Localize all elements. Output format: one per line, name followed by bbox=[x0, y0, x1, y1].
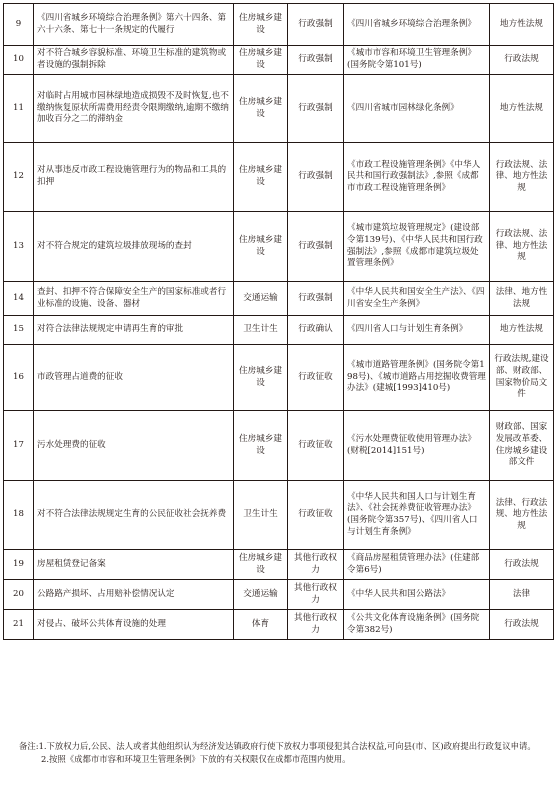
legal-basis-cell: 《污水处理费征收使用管理办法》(财税[2014]151号) bbox=[344, 411, 490, 481]
legal-basis-cell: 《中华人民共和国安全生产法》、《四川省安全生产条例》 bbox=[344, 282, 490, 316]
row-number-cell: 15 bbox=[4, 316, 34, 345]
legal-basis-cell: 《商品房屋租赁管理办法》(住建部令第6号) bbox=[344, 550, 490, 580]
item-name-cell: 《四川省城乡环境综合治理条例》第六十四条、第六十六条、第七十一条规定的代履行 bbox=[34, 4, 234, 46]
row-number-cell: 10 bbox=[4, 46, 34, 75]
power-category-cell: 其他行政权力 bbox=[288, 550, 344, 580]
legal-basis-cell: 《四川省人口与计划生育条例》 bbox=[344, 316, 490, 345]
power-category-cell: 行政强制 bbox=[288, 46, 344, 75]
legal-basis-cell: 《城市市容和环境卫生管理条例》(国务院令第101号) bbox=[344, 46, 490, 75]
department-cell: 交通运输 bbox=[234, 580, 288, 610]
basis-type-cell: 地方性法规 bbox=[490, 4, 554, 46]
power-category-cell: 其他行政权力 bbox=[288, 580, 344, 610]
department-cell: 住房城乡建设 bbox=[234, 212, 288, 282]
row-number-cell: 9 bbox=[4, 4, 34, 46]
item-name-cell: 对不符合法律法规规定生育的公民征收社会抚养费 bbox=[34, 481, 234, 550]
legal-basis-cell: 《公共文化体育设施条例》(国务院令第382号) bbox=[344, 610, 490, 640]
row-number-cell: 18 bbox=[4, 481, 34, 550]
department-cell: 住房城乡建设 bbox=[234, 4, 288, 46]
basis-type-cell: 法律、行政法规、地方性法规 bbox=[490, 481, 554, 550]
table-body bbox=[4, 4, 554, 640]
power-category-cell: 其他行政权力 bbox=[288, 610, 344, 640]
basis-type-cell: 行政法规 bbox=[490, 610, 554, 640]
power-category-cell: 行政征收 bbox=[288, 481, 344, 550]
legal-basis-cell: 《四川省城市园林绿化条例》 bbox=[344, 75, 490, 143]
department-cell: 卫生计生 bbox=[234, 316, 288, 345]
table-row bbox=[4, 212, 554, 282]
basis-type-cell: 地方性法规 bbox=[490, 316, 554, 345]
row-number-cell: 19 bbox=[4, 550, 34, 580]
basis-type-cell: 行政法规、法律、地方性法规 bbox=[490, 212, 554, 282]
power-category-cell: 行政强制 bbox=[288, 75, 344, 143]
basis-type-cell: 行政法规、法律、地方性法规 bbox=[490, 143, 554, 212]
item-name-cell: 对符合法律法规规定申请再生育的审批 bbox=[34, 316, 234, 345]
basis-type-cell: 地方性法规 bbox=[490, 75, 554, 143]
power-category-cell: 行政征收 bbox=[288, 411, 344, 481]
department-cell: 住房城乡建设 bbox=[234, 345, 288, 411]
item-name-cell: 污水处理费的征收 bbox=[34, 411, 234, 481]
note-1: 备注:1.下放权力后,公民、法人或者其他组织认为经济发达镇政府行使下放权力事项侵犯其合法权益,可向县(市、区)政府提出行政复议申请。 bbox=[19, 741, 536, 751]
power-category-cell: 行政强制 bbox=[288, 143, 344, 212]
legal-basis-cell: 《城市建筑垃圾管理规定》(建设部令第139号)、《中华人民共和国行政强制法》,参照《成都市建筑垃圾处置管理条例》 bbox=[344, 212, 490, 282]
table-row bbox=[4, 411, 554, 481]
item-name-cell: 市政管理占道费的征收 bbox=[34, 345, 234, 411]
row-number-cell: 16 bbox=[4, 345, 34, 411]
row-number-cell: 12 bbox=[4, 143, 34, 212]
power-category-cell: 行政强制 bbox=[288, 212, 344, 282]
department-cell: 交通运输 bbox=[234, 282, 288, 316]
legal-basis-cell: 《市政工程设施管理条例》《中华人民共和国行政强制法》,参照《成都市市政工程设施管理条例》 bbox=[344, 143, 490, 212]
item-name-cell: 公路路产损坏、占用赔补偿情况认定 bbox=[34, 580, 234, 610]
row-number-cell: 20 bbox=[4, 580, 34, 610]
row-number-cell: 13 bbox=[4, 212, 34, 282]
department-cell: 住房城乡建设 bbox=[234, 550, 288, 580]
basis-type-cell: 行政法规,建设部、财政部、国家物价局文件 bbox=[490, 345, 554, 411]
table-row bbox=[4, 481, 554, 550]
department-cell: 住房城乡建设 bbox=[234, 46, 288, 75]
basis-type-cell: 行政法规 bbox=[490, 46, 554, 75]
table-row bbox=[4, 75, 554, 143]
basis-type-cell: 法律、地方性法规 bbox=[490, 282, 554, 316]
table-row bbox=[4, 282, 554, 316]
department-cell: 住房城乡建设 bbox=[234, 75, 288, 143]
item-name-cell: 对侵占、破坏公共体育设施的处理 bbox=[34, 610, 234, 640]
table-row bbox=[4, 550, 554, 580]
row-number-cell: 14 bbox=[4, 282, 34, 316]
table-row bbox=[4, 4, 554, 46]
notes bbox=[3, 740, 551, 765]
table-row bbox=[4, 46, 554, 75]
legal-basis-cell: 《中华人民共和国公路法》 bbox=[344, 580, 490, 610]
power-category-cell: 行政确认 bbox=[288, 316, 344, 345]
power-category-cell: 行政强制 bbox=[288, 4, 344, 46]
item-name-cell: 房屋租赁登记备案 bbox=[34, 550, 234, 580]
item-name-cell: 对临时占用城市园林绿地造成损毁不及时恢复,也不缴纳恢复原状所需费用经责令限期缴纳,逾期不缴纳加收百分之二的滞纳金 bbox=[34, 75, 234, 143]
table-row bbox=[4, 143, 554, 212]
legal-basis-cell: 《城市道路管理条例》(国务院令第198号)、《城市道路占用挖掘收费管理办法》(建城[1993]410号) bbox=[344, 345, 490, 411]
department-cell: 住房城乡建设 bbox=[234, 143, 288, 212]
note-2: 2.按照《成都市市容和环境卫生管理条例》下放的有关权限仅在成都市范围内使用。 bbox=[41, 753, 351, 764]
item-name-cell: 对从事违反市政工程设施管理行为的物品和工具的扣押 bbox=[34, 143, 234, 212]
power-category-cell: 行政征收 bbox=[288, 345, 344, 411]
legal-basis-cell: 《四川省城乡环境综合治理条例》 bbox=[344, 4, 490, 46]
item-name-cell: 查封、扣押不符合保障安全生产的国家标准或者行业标准的设施、设备、器材 bbox=[34, 282, 234, 316]
table-row bbox=[4, 580, 554, 610]
department-cell: 卫生计生 bbox=[234, 481, 288, 550]
department-cell: 体育 bbox=[234, 610, 288, 640]
row-number-cell: 21 bbox=[4, 610, 34, 640]
basis-type-cell: 法律 bbox=[490, 580, 554, 610]
table-row bbox=[4, 316, 554, 345]
department-cell: 住房城乡建设 bbox=[234, 411, 288, 481]
basis-type-cell: 行政法规 bbox=[490, 550, 554, 580]
row-number-cell: 11 bbox=[4, 75, 34, 143]
table-row bbox=[4, 345, 554, 411]
power-list-table bbox=[3, 3, 554, 640]
legal-basis-cell: 《中华人民共和国人口与计划生育法》、《社会抚养费征收管理办法》(国务院令第357号)、《四川省人口与计划生育条例》 bbox=[344, 481, 490, 550]
item-name-cell: 对不符合规定的建筑垃圾排放现场的查封 bbox=[34, 212, 234, 282]
power-category-cell: 行政强制 bbox=[288, 282, 344, 316]
item-name-cell: 对不符合城乡容貌标准、环境卫生标准的建筑物或者设施的强制拆除 bbox=[34, 46, 234, 75]
table-row bbox=[4, 610, 554, 640]
row-number-cell: 17 bbox=[4, 411, 34, 481]
basis-type-cell: 财政部、国家发展改革委、住房城乡建设部文件 bbox=[490, 411, 554, 481]
